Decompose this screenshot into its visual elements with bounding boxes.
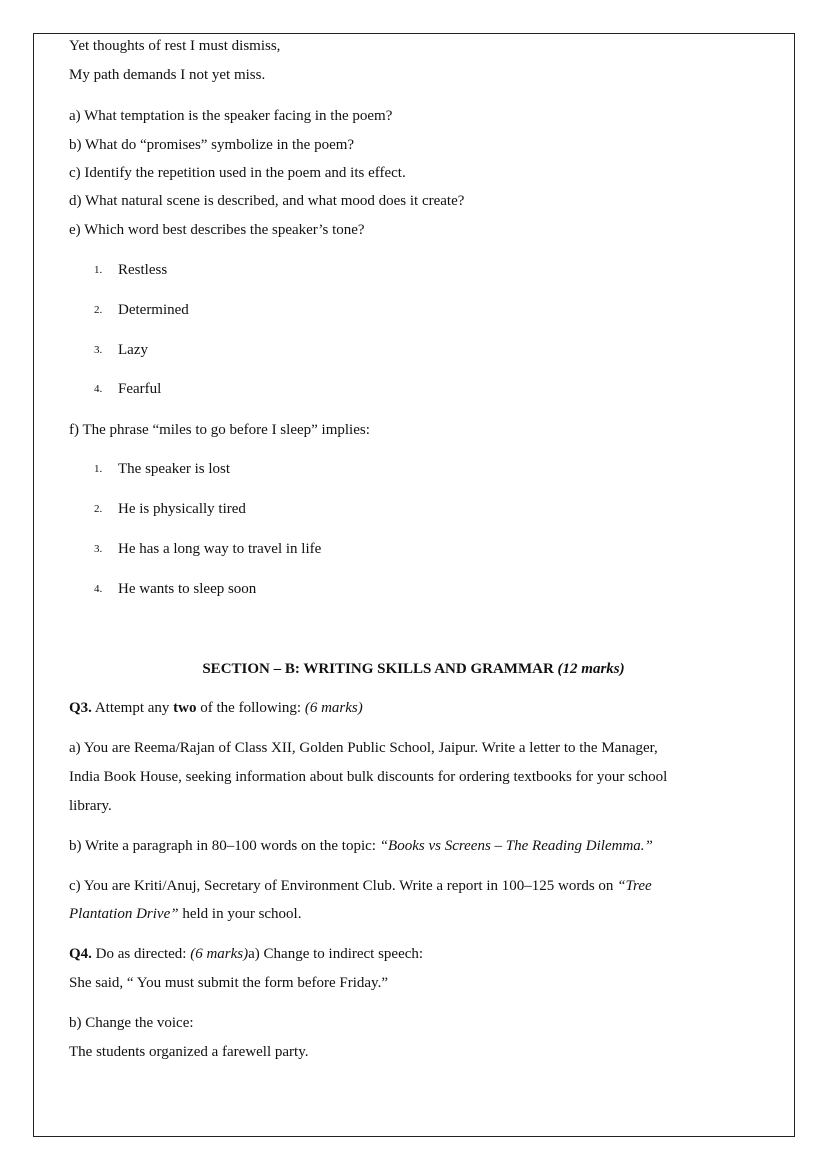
q4-heading xyxy=(69,945,423,963)
q3-a-line: a) You are Reema/Rajan of Class XII, Golden Public School, Jaipur. Write a letter to the Manager, xyxy=(69,740,658,756)
section-b-heading xyxy=(0,660,827,678)
q3-c-cont xyxy=(69,905,301,923)
option-number: 3. xyxy=(94,344,103,356)
q4-marks: (6 marks) xyxy=(190,946,249,962)
poem-line: Yet thoughts of rest I must dismiss, xyxy=(69,38,281,54)
q4-b: b) Change the voice: xyxy=(69,1015,194,1031)
q3-c-text: c) You are Kriti/Anuj, Secretary of Environment Club. Write a report in 100–125 words on xyxy=(69,878,618,894)
question-a: a) What temptation is the speaker facing in the poem? xyxy=(69,108,393,124)
option-number: 3. xyxy=(94,543,103,555)
q4-label: Q4. xyxy=(69,946,92,962)
option-number: 4. xyxy=(94,583,103,595)
option-e-4: Fearful xyxy=(118,381,162,397)
question-f: f) The phrase “miles to go before I sleep” implies: xyxy=(69,422,370,438)
q3-label: Q3. xyxy=(69,700,92,716)
q3-bold: two xyxy=(173,700,197,716)
q4-a: a) Change to indirect speech: xyxy=(248,946,424,962)
option-f-3: He has a long way to travel in life xyxy=(118,541,322,557)
option-e-2: Determined xyxy=(118,302,189,318)
question-c: c) Identify the repetition used in the poem and its effect. xyxy=(69,165,406,181)
poem-line: My path demands I not yet miss. xyxy=(69,67,266,83)
q3-b-text: b) Write a paragraph in 80–100 words on the topic: xyxy=(69,838,380,854)
question-d: d) What natural scene is described, and what mood does it create? xyxy=(69,193,465,209)
q3-c xyxy=(69,877,652,895)
q3-c-topic: Plantation Drive” xyxy=(69,906,179,922)
option-number: 2. xyxy=(94,503,103,515)
q3-text: of the following: xyxy=(196,700,305,716)
option-e-1: Restless xyxy=(118,262,168,278)
option-e-3: Lazy xyxy=(118,342,148,358)
section-marks: (12 marks) xyxy=(557,661,625,677)
q3-c-text: held in your school. xyxy=(178,906,302,922)
q3-a-line: library. xyxy=(69,798,112,814)
question-b: b) What do “promises” symbolize in the poem? xyxy=(69,137,355,153)
option-f-4: He wants to sleep soon xyxy=(118,581,257,597)
option-number: 1. xyxy=(94,264,103,276)
q3-heading xyxy=(69,699,363,717)
section-title: SECTION – B: WRITING SKILLS AND GRAMMAR xyxy=(202,661,554,677)
q4-text: Do as directed: xyxy=(91,946,191,962)
q3-a-line: India Book House, seeking information about bulk discounts for ordering textbooks for your school xyxy=(69,769,668,785)
option-number: 4. xyxy=(94,383,103,395)
question-e: e) Which word best describes the speaker’s tone? xyxy=(69,222,365,238)
option-f-1: The speaker is lost xyxy=(118,461,231,477)
option-number: 2. xyxy=(94,304,103,316)
q3-marks: (6 marks) xyxy=(304,700,363,716)
q3-b-topic: “Books vs Screens – The Reading Dilemma.” xyxy=(379,838,653,854)
q4-a-sentence: She said, “ You must submit the form before Friday.” xyxy=(69,975,388,991)
q3-b xyxy=(69,837,653,855)
option-f-2: He is physically tired xyxy=(118,501,246,517)
option-number: 1. xyxy=(94,463,103,475)
q3-text: Attempt any xyxy=(91,700,174,716)
q3-c-topic: “Tree xyxy=(617,878,652,894)
q4-b-sentence: The students organized a farewell party. xyxy=(69,1044,309,1060)
